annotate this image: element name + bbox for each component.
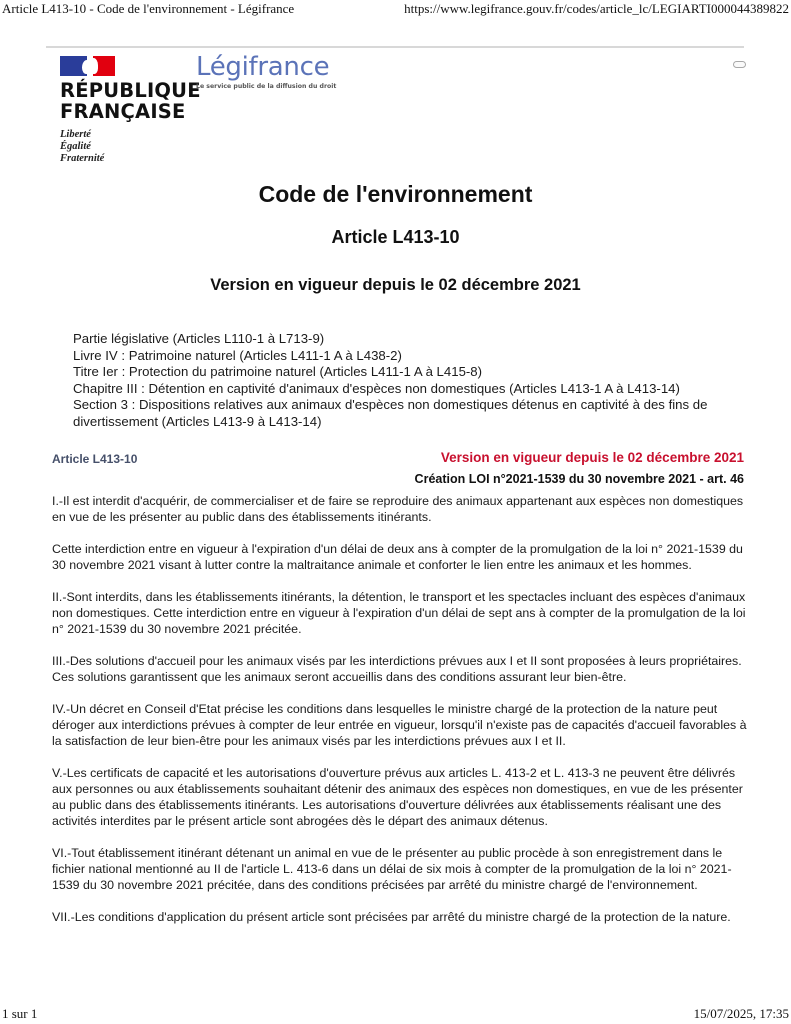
legifrance-name: Légifrance bbox=[196, 52, 330, 82]
article-title: Article L413-10 bbox=[331, 227, 460, 247]
article-paragraph: III.-Des solutions d'accueil pour les animaux visés par les interdictions prévues aux I et II sont proposées à leurs propriétaires. Ces solutions garantissent que les animaux seront accueillis dans des conditions assurant leur bien-être. bbox=[52, 654, 742, 684]
menu-toggle-button[interactable] bbox=[733, 61, 746, 68]
article-body bbox=[52, 493, 752, 941]
marianne-icon bbox=[60, 56, 116, 76]
breadcrumb-item[interactable]: Titre Ier : Protection du patrimoine naturel (Articles L411-1 A à L415-8) bbox=[73, 364, 483, 380]
republique-francaise-logo[interactable] bbox=[60, 56, 200, 165]
motto-liberte: Liberté bbox=[60, 129, 91, 140]
article-header bbox=[52, 450, 744, 490]
motto-fraternite: Fraternité bbox=[60, 153, 105, 164]
header-divider bbox=[46, 46, 744, 48]
francaise-line: FRANÇAISE bbox=[60, 100, 186, 123]
article-paragraph: II.-Sont interdits, dans les établissements itinérants, la détention, le transport et les spectacles incluant des espèces d'animaux non domestiques. Cette interdiction entre en vigueur à l'expiration d'un délai de sept ans à compter de la promulgation de la loi n° 2021-1539 du 30 novembre 2021 précitée. bbox=[52, 590, 746, 636]
legifrance-logo[interactable] bbox=[196, 52, 336, 90]
article-paragraph: VI.-Tout établissement itinérant détenant un animal en vue de le présenter au public procède à son enregistrement dans le fichier national mentionné au II de l'article L. 413-6 dans un délai de six mois à compter de la promulgation de la loi n° 2021-1539 du 30 novembre 2021 précitée, dans des conditions précisées par arrêté du ministre chargé de l'environnement. bbox=[52, 846, 732, 892]
print-header-url[interactable]: https://www.legifrance.gouv.fr/codes/article_lc/LEGIARTI000044389822 bbox=[404, 1, 789, 16]
breadcrumb-item[interactable]: Chapitre III : Détention en captivité d'animaux d'espèces non domestiques (Articles L413-1 A à L413-14) bbox=[73, 380, 680, 396]
breadcrumb-item[interactable]: Section 3 : Dispositions relatives aux animaux d'espèces non domestiques détenus en captivité à des fins de divertissement (Articles L413-9 à L413-14) bbox=[73, 397, 708, 429]
republique-francaise-name bbox=[60, 80, 200, 122]
article-version-badge: Version en vigueur depuis le 02 décembre 2021 bbox=[440, 450, 744, 465]
legifrance-tagline: Le service public de la diffusion du droit bbox=[196, 83, 337, 90]
article-label: Article L413-10 bbox=[52, 452, 138, 466]
print-footer-page: 1 sur 1 bbox=[2, 1006, 38, 1021]
breadcrumb bbox=[73, 331, 753, 431]
breadcrumb-item[interactable]: Livre IV : Patrimoine naturel (Articles L411-1 A à L438-2) bbox=[73, 347, 402, 363]
article-paragraph: V.-Les certificats de capacité et les autorisations d'ouverture prévus aux articles L. 413-2 et L. 413-3 ne peuvent être délivrés aux personnes ou aux établissements souhaitant détenir des animaux des espèces non domestiques, en vue de les présenter au public dans des établissements itinérants. Les autorisations d'ouverture délivrées aux établissements réalisant une des activités interdites par le présent article sont abrogées dès le départ des animaux détenus. bbox=[52, 766, 743, 828]
republique-line: RÉPUBLIQUE bbox=[60, 79, 201, 102]
article-paragraph: I.-Il est interdit d'acquérir, de commercialiser et de faire se reproduire des animaux appartenant aux espèces non domestiques en vue de les présenter au public dans des établissements itinérants. bbox=[52, 494, 744, 524]
article-paragraph: IV.-Un décret en Conseil d'Etat précise les conditions dans lesquelles le ministre chargé de la protection de la nature peut déroger aux interdictions prévues à compter de leur entrée en vigueur, lorsqu'il n'existe pas de capacités d'accueil favorables à la satisfaction de leur bien-être pour les animaux visés par les interdictions prévues aux I et II. bbox=[52, 702, 747, 748]
version-title: Version en vigueur depuis le 02 décembre 2021 bbox=[210, 276, 581, 294]
article-paragraph: VII.-Les conditions d'application du présent article sont précisées par arrêté du ministre chargé de la protection de la nature. bbox=[52, 910, 731, 924]
motto-egalite: Égalité bbox=[60, 141, 91, 152]
print-footer-datetime: 15/07/2025, 17:35 bbox=[693, 1006, 789, 1021]
print-header-title: Article L413-10 - Code de l'environnement - Légifrance bbox=[2, 1, 295, 16]
motto bbox=[60, 129, 200, 165]
page-title: Code de l'environnement bbox=[258, 181, 533, 207]
article-creation-link[interactable]: Création LOI n°2021-1539 du 30 novembre 2021 - art. 46 bbox=[414, 472, 744, 486]
article-paragraph: Cette interdiction entre en vigueur à l'expiration d'un délai de deux ans à compter de la promulgation de la loi n° 2021-1539 du 30 novembre 2021 visant à lutter contre la maltraitance animale et conforter le lien entre les animaux et les hommes. bbox=[52, 542, 743, 572]
breadcrumb-item[interactable]: Partie législative (Articles L110-1 à L713-9) bbox=[73, 331, 325, 346]
